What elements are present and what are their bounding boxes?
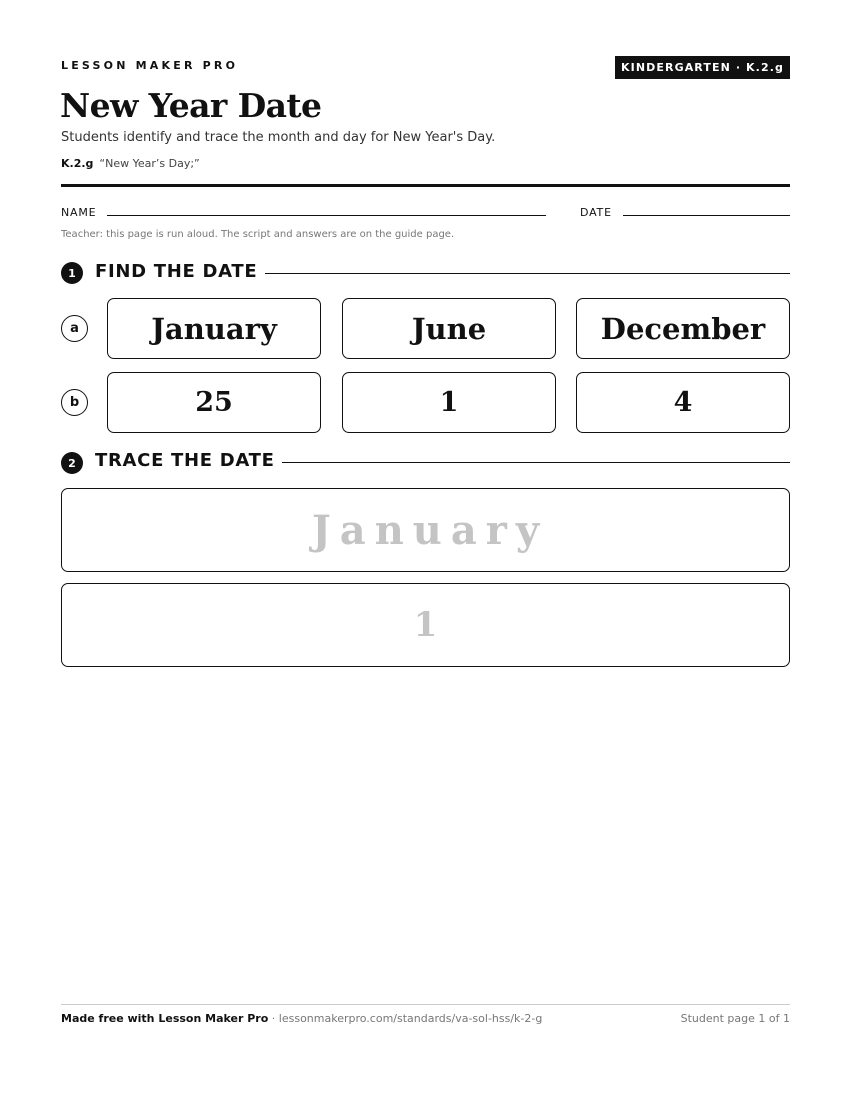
standard-reference <box>61 157 200 170</box>
worksheet-title: New Year Date <box>60 86 322 125</box>
footer-separator: · <box>268 1012 279 1025</box>
worksheet-subtitle: Students identify and trace the month and day for New Year's Day. <box>61 130 496 145</box>
month-choice-2[interactable]: June <box>342 298 556 359</box>
section-2-rule <box>282 462 790 463</box>
footer-credit <box>61 1012 542 1025</box>
row-b-label: b <box>61 389 88 416</box>
date-field-line[interactable] <box>623 215 790 216</box>
section-1-number-badge: 1 <box>61 262 83 284</box>
footer-divider <box>61 1004 790 1005</box>
teacher-note: Teacher: this page is run aloud. The script and answers are on the guide page. <box>61 229 455 240</box>
name-label: NAME <box>61 206 97 219</box>
day-choice-1[interactable]: 25 <box>107 372 321 433</box>
trace-month-box[interactable]: January <box>61 488 790 572</box>
header-divider <box>61 184 790 187</box>
section-1-title: FIND THE DATE <box>95 261 258 282</box>
standard-text: “New Year’s Day;” <box>99 157 200 170</box>
footer-url[interactable]: lessonmakerpro.com/standards/va-sol-hss/k-2-g <box>278 1012 543 1025</box>
section-2-number-badge: 2 <box>61 452 83 474</box>
month-choice-1[interactable]: January <box>107 298 321 359</box>
footer-page-number: Student page 1 of 1 <box>680 1012 790 1025</box>
footer-made-with: Made free with Lesson Maker Pro <box>61 1012 269 1025</box>
day-choice-3[interactable]: 4 <box>576 372 790 433</box>
section-1-rule <box>265 273 790 274</box>
standard-code: K.2.g <box>61 157 94 170</box>
day-choice-2[interactable]: 1 <box>342 372 556 433</box>
grade-standard-badge: KINDERGARTEN · K.2.g <box>615 56 790 79</box>
trace-day-box[interactable]: 1 <box>61 583 790 667</box>
row-a-label: a <box>61 315 88 342</box>
date-label: DATE <box>580 206 612 219</box>
section-2-title: TRACE THE DATE <box>95 450 275 471</box>
month-choice-3[interactable]: December <box>576 298 790 359</box>
brand-name: LESSON MAKER PRO <box>61 59 239 72</box>
name-field-line[interactable] <box>107 215 546 216</box>
